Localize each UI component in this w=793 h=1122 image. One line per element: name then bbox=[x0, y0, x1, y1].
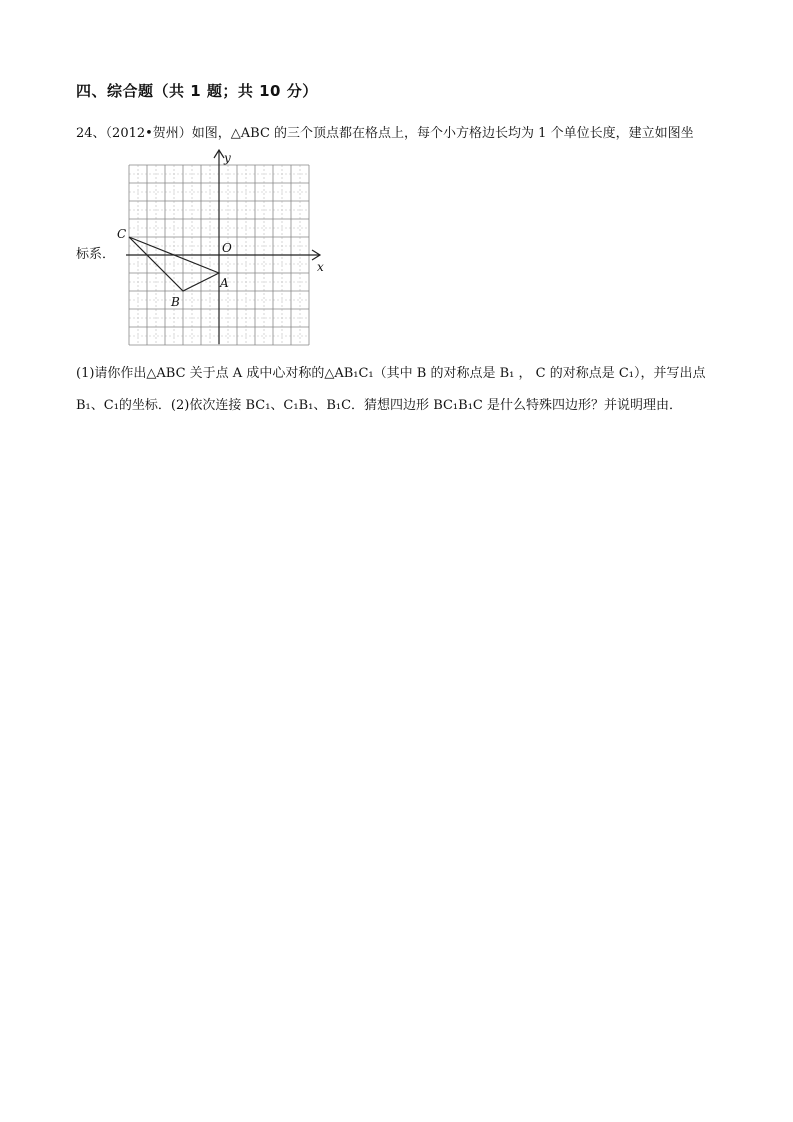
problem-line-4: B₁、C₁的坐标．(2)依次连接 BC₁、C₁B₁、B₁C．猜想四边形 BC₁B₁C 是什么特殊四边形？并说明理由． bbox=[76, 398, 682, 413]
problem-line-3: (1)请你作出△ABC 关于点 A 成中心对称的△AB₁C₁（其中 B 的对称点是 B₁ ， C 的对称点是 C₁），并写出点 bbox=[76, 366, 706, 381]
coordinate-figure bbox=[110, 146, 335, 354]
problem-line-1: 24、（2012•贺州）如图，△ABC 的三个顶点都在格点上，每个小方格边长均为 1 个单位长度，建立如图坐 bbox=[76, 126, 694, 141]
point-a-label: A bbox=[220, 276, 229, 290]
point-b-label: B bbox=[171, 295, 180, 309]
section-title: 四、综合题（共 1 题；共 10 分） bbox=[76, 82, 318, 100]
coordinate-grid-svg bbox=[110, 146, 335, 354]
problem-line-2: 标系． bbox=[76, 247, 116, 262]
y-axis-label: y bbox=[224, 151, 231, 165]
origin-label: O bbox=[222, 241, 232, 255]
point-c-label: C bbox=[117, 227, 127, 241]
x-axis-label: x bbox=[317, 260, 324, 274]
